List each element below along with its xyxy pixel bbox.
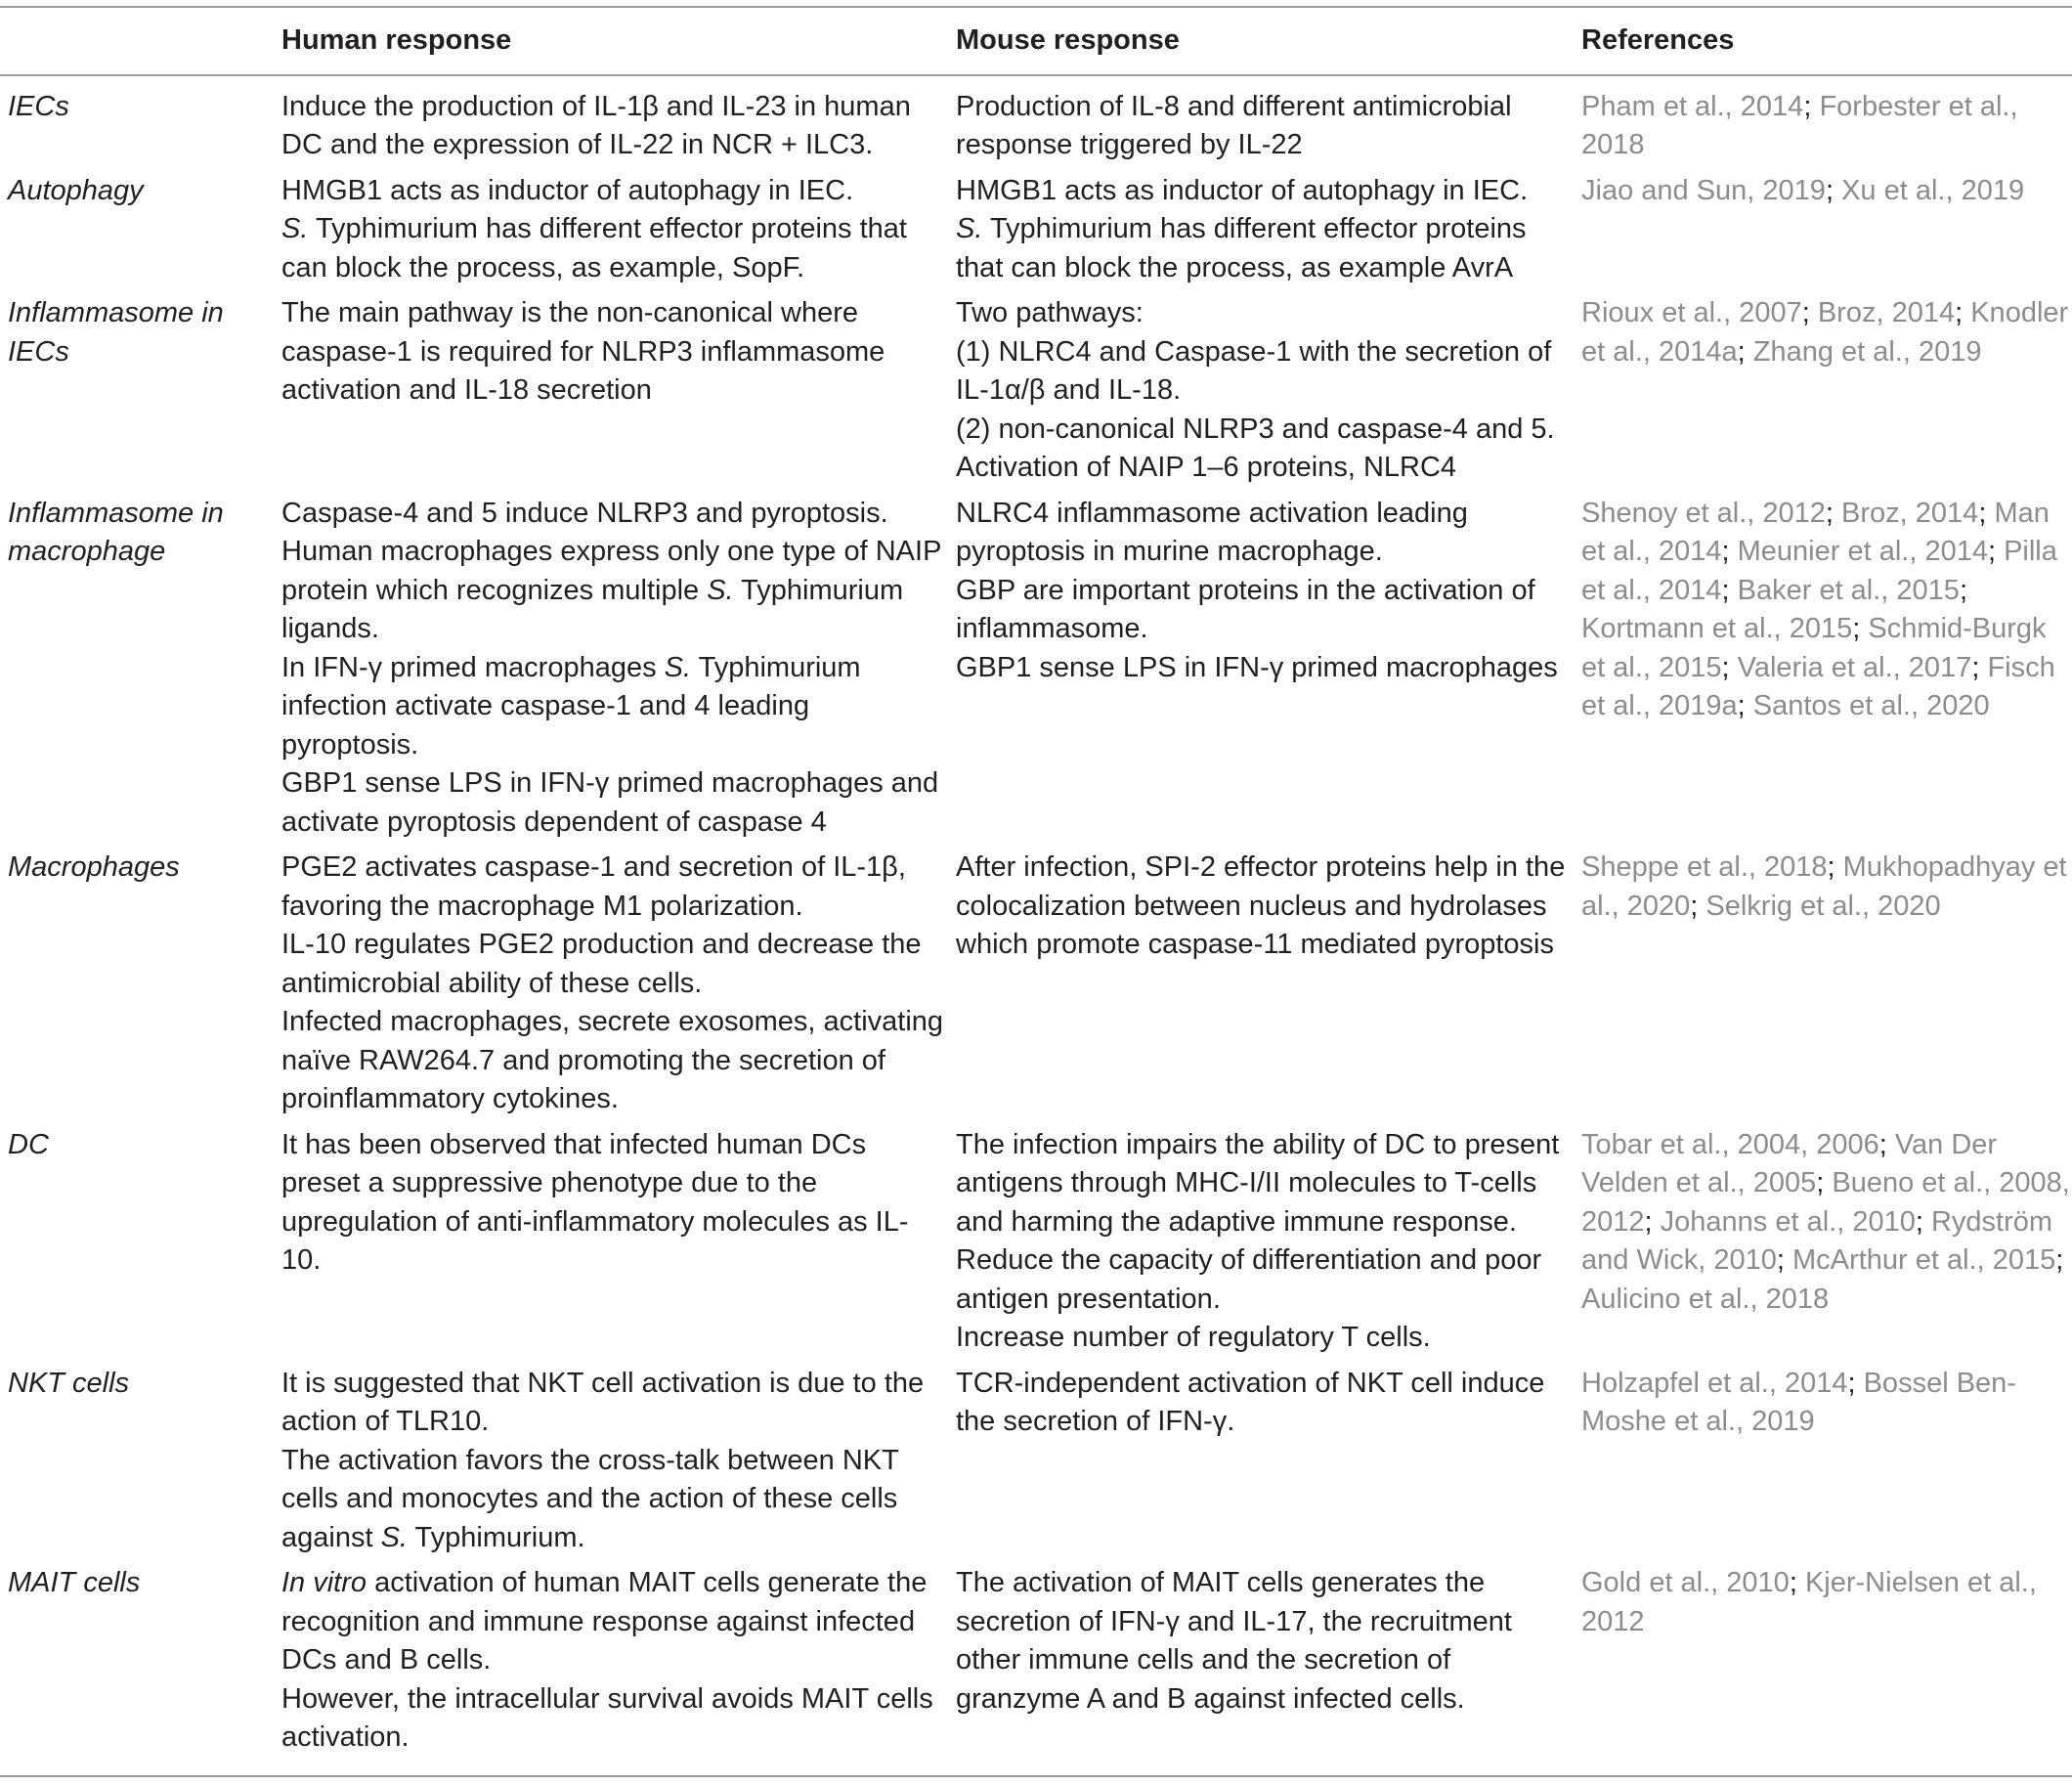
mouse-response-line: TCR-independent activation of NKT cell induce the secretion of IFN-γ. [956,1367,1545,1437]
reference-link[interactable]: Gold et al., 2010 [1581,1567,1790,1598]
comparison-table-container [0,6,2072,1777]
reference-link[interactable]: Valeria et al., 2017 [1737,651,1972,683]
reference-separator: ; [1721,536,1738,567]
references-cell [1581,290,2072,491]
reference-link[interactable]: Mukhopadhyay et al., 2020 [1581,851,2067,922]
reference-link[interactable]: Rioux et al., 2007 [1581,297,1802,328]
reference-link[interactable]: Van Der Velden et al., 2005 [1581,1128,1998,1198]
reference-link[interactable]: Johanns et al., 2010 [1660,1205,1916,1238]
references-cell [1581,1122,2072,1361]
reference-separator: ; [1737,690,1753,721]
reference-separator: ; [1737,335,1753,368]
reference-link[interactable]: Sheppe et al., 2018 [1581,851,1828,883]
human-response-cell [281,491,956,846]
row-label: Inflammasome in IECs [8,297,224,368]
mouse-response-line: HMGB1 acts as inductor of autophagy in IEC. [956,174,1529,206]
reference-separator: ; [1825,497,1842,529]
reference-link[interactable]: Holzapfel et al., 2014 [1581,1367,1848,1399]
reference-separator: ; [1801,297,1818,328]
mouse-response-line: The activation of MAIT cells generates the secretion of IFN-γ and IL-17, the recruitment other immune cells and the secretion of granzyme A and B against infected cells. [956,1567,1512,1715]
human-response-line: S. Typhimurium has different effector proteins that can block the process, as example, SopF. [281,213,907,283]
mouse-response-cell [956,1560,1581,1776]
row-label: NKT cells [8,1367,130,1399]
mouse-response-line: GBP1 sense LPS in IFN-γ primed macrophages [956,651,1558,683]
reference-separator: ; [1847,1367,1864,1399]
reference-separator: ; [1959,574,1968,606]
table-row [0,1361,2072,1561]
reference-link[interactable]: Meunier et al., 2014 [1737,536,1988,567]
row-label: IECs [8,90,69,122]
table-row [0,1122,2072,1361]
human-response-line: The main pathway is the non-canonical where caspase-1 is required for NLRP3 inflammasome activation and IL-18 secretion [281,297,885,406]
reference-separator: ; [1955,297,1971,328]
mouse-response-cell [956,168,1581,291]
reference-link[interactable]: Knodler et al., 2014a [1581,297,2069,368]
header-human-response: Human response [281,7,956,75]
reference-link[interactable]: Man et al., 2014 [1581,497,2050,567]
reference-separator: ; [1852,613,1869,644]
table-header [0,7,2072,75]
references-cell [1581,168,2072,291]
human-response-cell [281,1122,956,1361]
reference-separator: ; [1690,890,1706,922]
mouse-response-cell [956,290,1581,491]
row-label: Inflammasome in macrophage [8,497,224,567]
reference-link[interactable]: Santos et al., 2020 [1752,690,1990,721]
human-response-line: However, the intracellular survival avoids MAIT cells activation. [281,1682,933,1753]
mouse-response-line: S. Typhimurium has different effector proteins that can block the process, as example AvrA [956,213,1527,283]
row-label: DC [8,1128,49,1160]
human-response-cell [281,1361,956,1561]
mouse-response-line: (1) NLRC4 and Caspase-1 with the secretion of IL-1α/β and IL-18. [956,335,1552,406]
reference-link[interactable]: Bossel Ben-Moshe et al., 2019 [1581,1367,2016,1437]
reference-link[interactable]: Pham et al., 2014 [1581,90,1804,122]
human-response-line: Induce the production of IL-1β and IL-23 in human DC and the expression of IL-22 in NCR + ILC3. [281,90,911,160]
human-response-line: In vitro activation of human MAIT cells generate the recognition and immune response against infected DCs and B cells. [281,1567,928,1676]
reference-link[interactable]: Schmid-Burgk et al., 2015 [1581,613,2047,683]
reference-link[interactable]: Aulicino et al., 2018 [1581,1283,1830,1315]
mouse-response-line: (2) non-canonical NLRP3 and caspase-4 and 5. [956,413,1555,445]
header-references: References [1581,7,2072,75]
human-response-line: GBP1 sense LPS in IFN-γ primed macrophages and activate pyroptosis dependent of caspase 4 [281,767,939,838]
header-row [0,7,2072,75]
human-response-line: Caspase-4 and 5 induce NLRP3 and pyroptosis. [281,497,888,529]
human-response-line: It is suggested that NKT cell activation is due to the action of TLR10. [281,1367,925,1437]
table-row [0,290,2072,491]
table-row [0,75,2072,168]
human-response-cell [281,845,956,1122]
mouse-response-cell [956,491,1581,846]
reference-link[interactable]: Bueno et al., 2008, 2012 [1581,1167,2070,1238]
reference-link[interactable]: Broz, 2014 [1817,297,1956,328]
mouse-response-line: NLRC4 inflammasome activation leading pyroptosis in murine macrophage. [956,497,1468,567]
human-response-line: PGE2 activates caspase-1 and secretion of IL-1β, favoring the macrophage M1 polarization. [281,851,906,922]
reference-separator: ; [1827,851,1843,883]
human-response-line: Infected macrophages, secrete exosomes, activating naïve RAW264.7 and promoting the secretion of proinflammatory cytokines. [281,1006,944,1114]
reference-separator: ; [1816,1167,1833,1198]
mouse-response-cell [956,1361,1581,1561]
references-cell [1581,491,2072,846]
reference-link[interactable]: Forbester et al., 2018 [1581,90,2018,160]
row-label: MAIT cells [0,1560,281,1776]
reference-separator: ; [1644,1205,1661,1238]
mouse-response-line: After infection, SPI-2 effector proteins help in the colocalization between nucleus and hydrolases which promote caspase-11 mediated pyroptosis [956,851,1566,960]
mouse-response-line: Two pathways: [956,297,1144,328]
mouse-response-line: The infection impairs the ability of DC to present antigens through MHC-I/II molecules to T-cells and harming the adaptive immune response. [956,1128,1560,1238]
mouse-response-line: GBP are important proteins in the activation of inflammasome. [956,574,1535,644]
mouse-response-cell [956,845,1581,1122]
human-response-cell [281,75,956,168]
reference-link[interactable]: Broz, 2014 [1841,497,1979,529]
mouse-response-line: Activation of NAIP 1–6 proteins, NLRC4 [956,452,1457,483]
comparison-table [0,6,2072,1777]
reference-link[interactable]: Xu et al., 2019 [1841,174,2025,206]
mouse-response-line: Increase number of regulatory T cells. [956,1322,1431,1353]
reference-separator: ; [1987,536,2005,567]
human-response-line: The activation favors the cross-talk between NKT cells and monocytes and the action of these cells against S. Typhimurium. [281,1444,899,1553]
human-response-line: It has been observed that infected human DCs preset a suppressive phenotype due to the upregulation of anti-inflammatory molecules as IL-10. [281,1128,909,1276]
human-response-line: Human macrophages express only one type of NAIP protein which recognizes multiple S. Typhimurium ligands. [281,536,941,644]
reference-link[interactable]: Tobar et al., 2004, 2006 [1581,1128,1879,1160]
references-cell [1581,845,2072,1122]
human-response-line: HMGB1 acts as inductor of autophagy in IEC. [281,174,854,206]
mouse-response-cell [956,1122,1581,1361]
human-response-cell [281,1560,956,1776]
reference-separator: ; [1915,1205,1931,1238]
header-mouse-response: Mouse response [956,7,1581,75]
human-response-line: In IFN-γ primed macrophages S. Typhimurium infection activate caspase-1 and 4 leading pyroptosis. [281,651,861,761]
references-cell [1581,1361,2072,1561]
table-row [0,491,2072,846]
human-response-line: IL-10 regulates PGE2 production and decrease the antimicrobial ability of these cells. [281,929,922,999]
human-response-cell [281,168,956,291]
table-row [0,845,2072,1122]
reference-link[interactable]: McArthur et al., 2015 [1792,1244,2056,1276]
reference-link[interactable]: Shenoy et al., 2012 [1581,497,1826,529]
reference-separator: ; [1971,651,1988,683]
references-cell [1581,75,2072,168]
mouse-response-line: Production of IL-8 and different antimicrobial response triggered by IL-22 [956,90,1512,160]
reference-separator: ; [2055,1244,2064,1276]
mouse-response-cell [956,75,1581,168]
reference-link[interactable]: Kjer-Nielsen et al., 2012 [1581,1567,2037,1637]
reference-separator: ; [1721,651,1738,683]
reference-link[interactable]: Jiao and Sun, 2019 [1581,174,1826,206]
row-label: Macrophages [8,851,180,883]
row-label: Autophagy [8,174,144,206]
reference-separator: ; [1825,174,1842,206]
references-cell [1581,1560,2072,1776]
reference-link[interactable]: Kortmann et al., 2015 [1581,613,1853,644]
reference-separator: ; [1721,574,1738,606]
reference-link[interactable]: Fisch et al., 2019a [1581,651,2055,721]
reference-link[interactable]: Pilla et al., 2014 [1581,536,2057,606]
header-row-label [0,7,281,75]
reference-link[interactable]: Rydström and Wick, 2010 [1581,1205,2053,1276]
reference-separator: ; [1978,497,1995,529]
table-body [0,75,2072,1776]
reference-separator: ; [1776,1244,1793,1276]
reference-separator: ; [1789,1567,1805,1598]
reference-link[interactable]: Zhang et al., 2019 [1752,335,1982,368]
human-response-cell [281,290,956,491]
table-row [0,1560,2072,1776]
reference-link[interactable]: Selkrig et al., 2020 [1705,890,1941,922]
reference-separator: ; [1878,1128,1895,1160]
reference-separator: ; [1803,90,1820,122]
table-row [0,168,2072,291]
reference-link[interactable]: Baker et al., 2015 [1737,574,1960,606]
mouse-response-line: Reduce the capacity of differentiation and poor antigen presentation. [956,1244,1542,1315]
